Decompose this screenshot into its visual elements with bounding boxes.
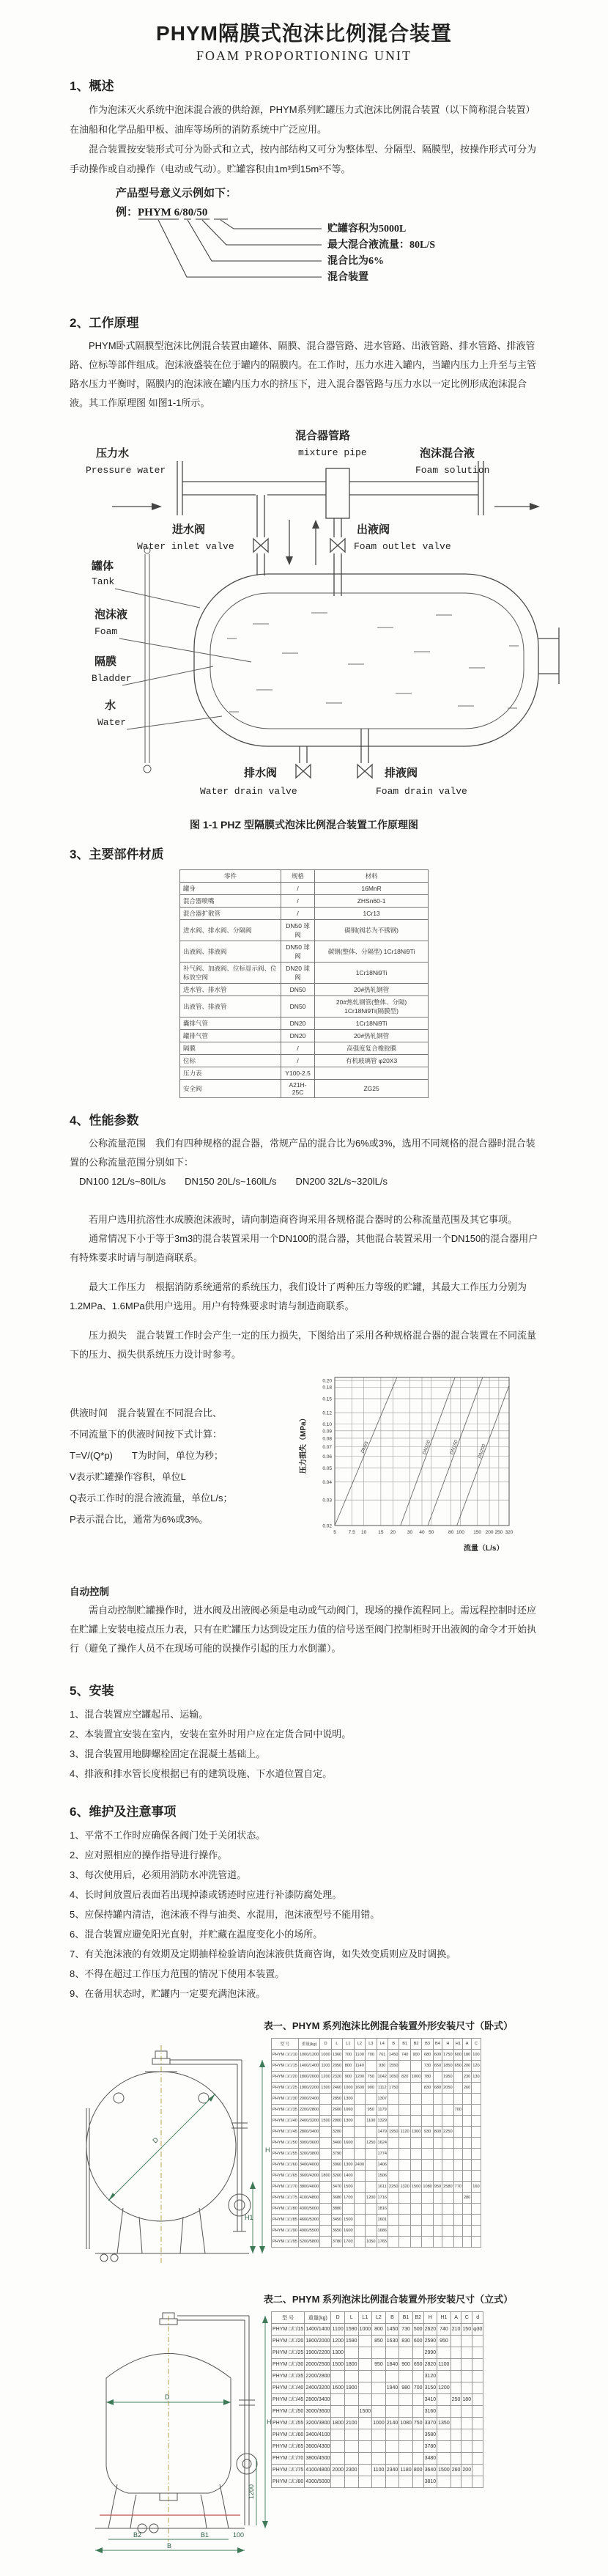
svg-text:0.03: 0.03: [322, 1498, 332, 1504]
foam-outlet-valve-label-cn: 出液阀: [357, 523, 390, 536]
principle-paragraph: PHYM卧式隔膜型泡沫比例混合装置由罐体、隔膜、混合器管路、进水管路、出液管路、排水管路、排液管路、位标等部件组成。泡沫液盛装在位于罐内的隔膜内。在工作时，压力水进入罐内，当罐内压力上升至与主管路水压力平衡时，隔膜内的泡沫液在罐内压力水的挤压下，进入混合器管路与压力水以一定比例形成泡沫混合液。其工作原理图 如图1-1所示。: [70, 340, 537, 408]
table-row: PHYM □/□/90 4900/5500 3650 1600 1686: [272, 2226, 481, 2237]
table-row: PHYM □/□/50 3000/3600 3460 1600 1250 1624: [272, 2138, 481, 2149]
table-row: PHYM □/□/55 3200/3800 1800 2100 1000 2140 1080 750 3370 1350: [272, 2418, 483, 2429]
svg-text:50: 50: [429, 1530, 434, 1535]
table2-caption: 表二、PHYM 系列泡沫比例混合装置外形安装尺寸（立式）: [263, 2294, 514, 2305]
right-flange-stub: [538, 628, 560, 684]
water-label-en: Water: [97, 717, 127, 728]
bladder-label-cn: 隔膜: [94, 655, 117, 668]
svg-text:DN100: DN100: [421, 1439, 432, 1456]
table-row: PHYM □/□/95 5200/5800 3780 1700 1050 1765: [272, 2237, 481, 2248]
water-label-cn: 水: [105, 699, 116, 712]
svg-text:DN200: DN200: [477, 1443, 487, 1460]
overview-paragraph: 作为泡沫灭火系统中泡沫混合液的供给源，PHYM系列贮罐压力式泡沫比例混合装置（以下简称混合装置）在油船和化学品船甲板、油库等场所的消防系统中广泛应用。: [70, 104, 535, 135]
bladder-inner-shell: [210, 593, 524, 729]
list-item: 6、混合装置应避免阳光直射，并贮藏在温度变化小的场所。: [70, 1929, 323, 1940]
bladder-label-en: Bladder: [92, 673, 132, 684]
horizontal-tank-drawing: [66, 2035, 271, 2277]
table-row: 罐身 / 16MnR: [180, 883, 429, 895]
svg-text:B1: B1: [201, 2531, 210, 2539]
model-callout-flow: 最大混合液流量：80L/S: [327, 240, 436, 251]
pressure-water-label-en: Pressure water: [86, 465, 166, 476]
svg-text:压力损失（MPa）: 压力损失（MPa）: [300, 1414, 308, 1473]
svg-text:0.18: 0.18: [322, 1385, 332, 1391]
svg-text:15: 15: [378, 1530, 384, 1535]
table-row: PHYM □/□/10 1000/1200 1000 1360 700 1100 700 761 1450 740 900 680 600 1750 600 180 100: [272, 2050, 481, 2061]
supply-time-line: V表示贮罐操作容积，单位L: [70, 1471, 186, 1482]
table-row: 隔膜 / 高强度复合橡胶膜: [180, 1042, 429, 1055]
horizontal-dimension-table: [271, 2038, 481, 2248]
dimension-h1: [245, 2182, 256, 2253]
supply-time-line: 不同流量下的供液时间按下式计算：: [70, 1429, 223, 1440]
table-row: PHYM □/□/55 3200/3800 3790 1774: [272, 2149, 481, 2160]
list-item: 3、混合装置用地脚螺栓固定在混凝土基础上。: [70, 1748, 266, 1759]
table-row: PHYM □/□/20 1800/2000 1200 1590 850 1630 830 600 2590 950: [272, 2336, 483, 2347]
model-intro-text: 产品型号意义示例如下：: [116, 188, 237, 199]
svg-text:250: 250: [494, 1530, 503, 1535]
section-heading-performance: 4、性能参数: [70, 1114, 139, 1127]
svg-text:B2: B2: [133, 2531, 142, 2539]
list-item: 1、平常不工作时应确保各阀门处于关闭状态。: [70, 1830, 266, 1841]
table-row: PHYM □/□/30 2000/2400 2850 1300 1307: [272, 2094, 481, 2105]
supply-time-line: 供液时间 混合装置在不同混合比、: [70, 1407, 223, 1418]
svg-text:H: H: [265, 2146, 270, 2154]
section-heading-installation: 5、安装: [70, 1684, 114, 1698]
svg-text:0.08: 0.08: [322, 1436, 332, 1442]
vertical-tank-block: [0, 2308, 608, 2554]
saddle-legs: [95, 2208, 249, 2262]
list-item: 9、在备用状态时，贮罐内一定要充满泡沫液。: [70, 1988, 266, 1999]
table-row: PHYM □/□/15 1400/1400 1100 2050 800 1140 930 1550 730 650 1850 650 200 120: [272, 2061, 481, 2072]
mixture-pipe-label-cn: 混合器管路: [295, 430, 351, 442]
svg-text:320: 320: [505, 1530, 514, 1535]
model-designation-diagram: [75, 183, 515, 301]
svg-text:20: 20: [390, 1530, 396, 1535]
table-row: PHYM □/□/80 4300/5000 3810: [272, 2476, 483, 2488]
list-item: 8、不得在超过工作压力范围的情况下使用本装置。: [70, 1968, 285, 1979]
svg-text:150: 150: [473, 1530, 482, 1535]
table-row: 混合器喷嘴 / ZHSn60-1: [180, 895, 429, 908]
water-inlet-valve-label-cn: 进水阀: [172, 523, 206, 536]
foam-solution-label-cn: 泡沫混合液: [420, 447, 475, 460]
mixer-selection-paragraph: 通常情况下小于等于3m3的混合装置采用一个DN100的混合器，其他混合装置采用一个DN150的混合器用户有特殊要求时请与制造商联系。: [70, 1233, 538, 1263]
page-title: PHYM隔膜式泡沫比例混合装置: [156, 22, 452, 45]
table-row: PHYM □/□/70 3800/4600 3470 1500 1611 2250 1320 1500 1080 950 2580 770 160: [272, 2182, 481, 2193]
svg-text:H1: H1: [245, 2214, 253, 2221]
foam-outlet-valve-label-en: Foam outlet valve: [354, 541, 451, 552]
section-heading-overview: 1、概述: [70, 79, 114, 93]
table-row: 位标 / 有机玻璃管 φ20X3: [180, 1055, 429, 1067]
table-row: 压力表 Y100-2.5: [180, 1067, 429, 1080]
horizontal-tank-block: [0, 2035, 608, 2277]
table-row: 罐排气管 DN20 20#热轧钢管: [180, 1030, 429, 1042]
foam-solution-label-en: Foam solution: [415, 465, 490, 476]
dimension-b2: [108, 2531, 168, 2539]
list-item: 5、应保持罐内清洁，泡沫液不得与油类、水混用，泡沫液型号不能用错。: [70, 1909, 380, 1920]
vertical-tank-drawing: [66, 2308, 271, 2554]
water-drain-valve-label-en: Water drain valve: [200, 786, 297, 797]
table1-caption: 表一、PHYM 系列泡沫比例混合装置外形安装尺寸（卧式）: [263, 2020, 514, 2031]
working-principle-figure: [48, 419, 560, 807]
table-row: PHYM □/□/25 1900/2200 1300 2990: [272, 2347, 483, 2359]
svg-text:0.15: 0.15: [322, 1396, 332, 1402]
list-item: 2、应对照相应的操作指导进行操作。: [70, 1850, 228, 1861]
svg-text:0.09: 0.09: [322, 1429, 332, 1435]
svg-text:10: 10: [361, 1530, 367, 1535]
table-row: PHYM □/□/40 2400/3200 1600 1900 1940 980 700 3150 1200: [272, 2382, 483, 2394]
page-subtitle: FOAM PROPORTIONING UNIT: [196, 48, 412, 63]
svg-text:100: 100: [456, 1530, 464, 1535]
list-item: 4、排液和排水管长度根据已有的建筑设施、下水道位置自定。: [70, 1768, 333, 1779]
table-row: PHYM □/□/75 4100/4800 2000 2300 1100 2340 1180 800 3640 1500 260 200: [272, 2465, 483, 2476]
table-row: PHYM □/□/30 2000/2500 1500 1800 950 1840 900 650 2820 1100: [272, 2359, 483, 2371]
model-callout-lines: [158, 220, 322, 277]
afff-paragraph: 若用户选用抗溶性水成膜泡沫液时，请向制造商咨询采用各规格混合器时的公称流量范围及其它事项。: [89, 1214, 518, 1225]
svg-text:DN65: DN65: [360, 1440, 370, 1454]
skirt-legs: [95, 2484, 245, 2533]
foam-drain-valve-label-en: Foam drain valve: [376, 786, 467, 797]
model-example-code: 例：PHYM 6/80/50: [116, 207, 208, 218]
svg-text:1200: 1200: [248, 2484, 255, 2500]
svg-text:0.10: 0.10: [322, 1422, 332, 1428]
foam-drain-valve-label-cn: 排液阀: [385, 767, 418, 779]
table-row: 出液阀、排液阀 DN50 球阀 碳钢(整体、分隔型) 1Cr18Ni9Ti: [180, 941, 429, 963]
table-row: 进水管、排水管 DN50 20#热轧钢管: [180, 984, 429, 996]
table-row: PHYM □/□/65 3600/4300 1800 3260 1400 1506: [272, 2171, 481, 2182]
dimension-h: [259, 2060, 270, 2253]
table-row: PHYM □/□/35 2200/2800 3120: [272, 2371, 483, 2382]
tank-label-en: Tank: [92, 576, 115, 587]
svg-text:0.04: 0.04: [322, 1479, 332, 1485]
flow-range-values: DN100 12L/s~80lL/s DN150 20L/s~160lL/s DN200 32L/s~320lL/s: [79, 1176, 388, 1187]
pressure-loss-paragraph: 压力损失 混合装置工作时会产生一定的压力损失，下图给出了采用各种规格混合器的混合装置在不同流量下的压力、损失供系统压力设计时参考。: [70, 1330, 537, 1360]
maintenance-list: [70, 1825, 538, 2003]
supply-time-line: Q表示工作时的混合液流量，单位L/s；: [70, 1493, 233, 1504]
model-callout-volume: 贮罐容积为5000L: [327, 224, 407, 235]
svg-text:D: D: [151, 2135, 160, 2145]
svg-text:0.02: 0.02: [322, 1523, 332, 1529]
materials-table-header: 零件 规格 材料: [180, 870, 429, 883]
table-row: PHYM □/□/45 2800/3400 3200 1479 1950 1120 1300 930 800 2250: [272, 2127, 481, 2138]
pressure-loss-chart: [297, 1369, 538, 1568]
side-piping: [177, 2316, 257, 2525]
table-row: 进水阀、排水阀、分隔阀 DN50 球阀 碳钢(阀芯为不锈钢): [180, 920, 429, 941]
svg-text:40: 40: [419, 1530, 425, 1535]
water-drain-valve-label-cn: 排水阀: [244, 767, 278, 779]
max-pressure-paragraph: 最大工作压力 根据消防系统通常的系统压力，我们设计了两种压力等级的贮罐，其最大工作压力分别为1.2MPa、1.6MPa供用户选用。用户有特殊要求时请与制造商联系。: [70, 1281, 527, 1311]
table-row: PHYM □/□/45 2800/3400 3410 250 180: [272, 2394, 483, 2406]
svg-text:H: H: [267, 2418, 271, 2426]
level-gauge-graphic: [144, 548, 151, 773]
table-row: PHYM □/□/80 4300/5000 3880 1816: [272, 2204, 481, 2215]
model-callout-ratio: 混合比为6%: [327, 256, 384, 267]
water-inlet-valve-label-en: Water inlet valve: [137, 541, 234, 552]
table-row: PHYM □/□/70 3800/4500 3480: [272, 2453, 483, 2465]
svg-text:5: 5: [333, 1530, 336, 1535]
foam-label-cn: 泡沫液: [94, 608, 128, 621]
water-inlet-valve-symbol: [253, 539, 268, 552]
foam-outlet-valve-symbol: [330, 539, 345, 552]
svg-text:D: D: [165, 2393, 170, 2401]
materials-table: [179, 869, 429, 1098]
table-row: PHYM □/□/20 1800/2000 1200 2320 900 1200 750 1042 1650 820 1000 780 1950 230 130: [272, 2072, 481, 2083]
svg-text:0.06: 0.06: [322, 1454, 332, 1460]
table-header: 型 号 重量(kg) D L L1 L2 L3 L4 B B1 B2 B3 B4 H H1 A C: [272, 2039, 481, 2050]
installation-list: [70, 1704, 538, 1784]
svg-text:0.20: 0.20: [322, 1378, 332, 1384]
supply-time-block: [70, 1369, 289, 1530]
table-row: 囊排气管 DN20 1Cr18Ni9Ti: [180, 1017, 429, 1030]
foam-drain-graphic: [357, 729, 372, 778]
section-heading-principle: 2、工作原理: [70, 316, 139, 330]
svg-text:0.07: 0.07: [322, 1444, 332, 1450]
dimension-b1: [168, 2531, 229, 2539]
svg-text:7.5: 7.5: [348, 1530, 355, 1535]
overview-paragraphs: [70, 100, 538, 179]
table-row: PHYM □/□/35 2200/2800 2600 1060 950 1179 700: [272, 2105, 481, 2116]
model-callout-device: 混合装置: [327, 272, 368, 283]
vertical-dimension-table: [271, 2311, 483, 2488]
section-heading-maintenance: 6、维护及注意事项: [70, 1805, 177, 1819]
list-item: 1、混合装置应空罐起吊、运输。: [70, 1709, 209, 1720]
flow-range-paragraph: 公称流量范围 我们有四种规格的混合器，常规产品的混合比为6%或3%，选用不同规格的混合器时混合装置的公称流量范围分别如下：: [70, 1138, 535, 1168]
table-row: PHYM □/□/75 4100/4800 3680 1700 1200 1716 280: [272, 2193, 481, 2204]
table-row: 安全阀 A21H-25C ZG25: [180, 1080, 429, 1098]
list-item: 7、有关泡沫液的有效期及定期抽样检验请向泡沫液供货商咨询，如失效变质则应及时调换。: [70, 1948, 456, 1959]
table-row: PHYM □/□/50 3000/3600 1500 3160: [272, 2406, 483, 2418]
auto-control-paragraph: 需自动控制贮罐操作时，进水阀及出液阀必须是电动或气动阀门，现场的操作流程同上。需远程控制时还应在贮罐上安装电接点压力表，只有在贮罐压力达到设定压力值的信号送至阀门控制柜时开出液阀的命令才开始执行（避免了操作人员不在现场可能的误操作引起的压力水倒灌）。: [70, 1605, 537, 1654]
table-row: 出液管、排液管 DN50 20#热轧钢管(整体、分隔) 1Cr18Ni9Ti(隔膜型): [180, 996, 429, 1017]
mixture-pipe-label-en: mixture pipe: [298, 447, 367, 458]
supply-time-line: T=V/(Q*p) T为时间，单位为秒；: [70, 1450, 223, 1461]
dimension-100: 100: [233, 2531, 245, 2539]
overview-paragraph: 混合装置按安装形式可分为卧式和立式，按内部结构又可分为整体型、分隔型、隔膜型，按操作形式可分为手动操作或自动操作（电动或气动）。贮罐容积由1m³到15m³不等。: [70, 144, 537, 174]
label-leader-lines: [115, 589, 251, 729]
dimension-b: [95, 2542, 245, 2553]
gauge-tube: [86, 2108, 89, 2249]
svg-text:0.12: 0.12: [322, 1410, 332, 1416]
liquid-dashes: [227, 613, 519, 712]
side-piping: [170, 2060, 251, 2231]
svg-text:DN150: DN150: [449, 1439, 459, 1456]
svg-text:80: 80: [448, 1530, 454, 1535]
tank-outer-shell: [194, 574, 538, 746]
foam-label-en: Foam: [94, 626, 118, 637]
svg-text:0.05: 0.05: [322, 1465, 332, 1471]
dimension-h: [262, 2316, 271, 2528]
table-row: PHYM □/□/65 3600/4300 3780: [272, 2441, 483, 2453]
table-header: 型 号 重量(kg) D L L1 L2 B B1 B2 H H1 A C d: [272, 2312, 483, 2324]
table-row: PHYM □/□/85 4600/5300 3450 1500 1601: [272, 2215, 481, 2226]
auto-control-heading: 自动控制: [70, 1586, 109, 1597]
table-row: PHYM □/□/40 2400/3200 1500 2900 1300 1100 1329: [272, 2116, 481, 2127]
table-row: 混合器扩散管 / 1Cr13: [180, 908, 429, 920]
dimension-d: [108, 2094, 215, 2201]
svg-text:B: B: [167, 2542, 172, 2550]
svg-text:200: 200: [485, 1530, 494, 1535]
table-row: 补气阀、加液阀、位标显示阀、位标放空阀 DN20 球阀 1Cr18Ni9Ti: [180, 963, 429, 984]
supply-time-line: P表示混合比，通常为6%或3%。: [70, 1514, 209, 1525]
svg-text:30: 30: [407, 1530, 413, 1535]
list-item: 2、本装置宜安装在室内，安装在室外时用户应在定货合同中说明。: [70, 1729, 352, 1740]
table-row: PHYM □/□/60 3400/4100 3580: [272, 2429, 483, 2441]
table-row: PHYM □/□/25 1900/2200 1300 2460 1000 1600 900 1112 1750 830 680 2050 260: [272, 2083, 481, 2094]
outlet-pipe-graphic: [334, 518, 341, 596]
water-drain-graphic: [296, 746, 311, 778]
table-row: PHYM □/□/60 3400/4000 3060 1300 2400 1406: [272, 2160, 481, 2171]
pressure-water-label-cn: 压力水: [96, 447, 130, 460]
list-item: 4、长时间放置后表面若出现掉漆或锈迹时应进行补漆防腐处理。: [70, 1889, 342, 1900]
svg-text:流量（L/s）: 流量（L/s）: [464, 1545, 504, 1553]
table-row: PHYM □/□/15 1400/1400 1100 1590 1000 800 1450 730 500 2620 740 210 150 φ30: [272, 2324, 483, 2336]
section-heading-materials: 3、主要部件材质: [70, 847, 164, 861]
figure-caption: 图 1-1 PHZ 型隔膜式泡沫比例混合装置工作原理图: [190, 819, 418, 831]
inlet-pipe-graphic: [257, 495, 264, 575]
tank-label-cn: 罐体: [92, 560, 114, 573]
list-item: 3、每次使用后，必须用消防水冲洗管道。: [70, 1869, 247, 1880]
